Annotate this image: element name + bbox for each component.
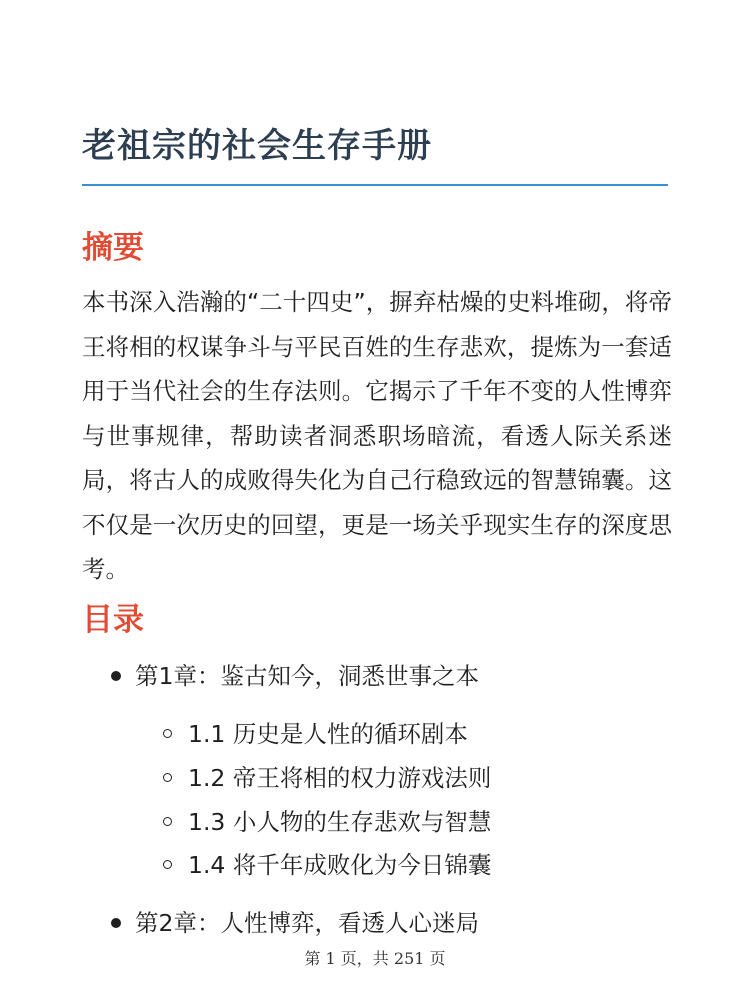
- toc-section-label: 1.1 历史是人性的循环剧本: [188, 720, 468, 748]
- hollow-bullet-icon: [163, 729, 172, 738]
- toc-section-label: 1.4 将千年成败化为今日锦囊: [188, 851, 492, 879]
- title-divider: [82, 184, 668, 186]
- abstract-paragraph: 本书深入浩瀚的“二十四史”，摒弃枯燥的史料堆砌，将帝王将相的权谋争斗与平民百姓的生存悲欢，提炼为一套适用于当代社会的生存法则。它揭示了千年不变的人性博弈与世事规律，帮助读者洞悉职场暗流，看透人际关系迷局，将古人的成败得失化为自己行稳致远的智慧锦囊。这不仅是一次历史的回望，更是一场关乎现实生存的深度思考。: [82, 288, 672, 583]
- toc-section-1-2[interactable]: [0, 758, 750, 798]
- bullet-icon: [111, 671, 121, 681]
- document-title: 老祖宗的社会生存手册: [82, 126, 432, 166]
- toc-chapter-2[interactable]: [0, 903, 750, 943]
- hollow-bullet-icon: [163, 860, 172, 869]
- toc-section-1-3[interactable]: [0, 802, 750, 842]
- hollow-bullet-icon: [163, 817, 172, 826]
- toc-chapter-label: 第2章：人性博弈，看透人心迷局: [135, 909, 479, 937]
- toc-section-1-1[interactable]: [0, 714, 750, 754]
- page-number: 第 1 页，共 251 页: [304, 949, 446, 968]
- toc-section-label: 1.2 帝王将相的权力游戏法则: [188, 764, 492, 792]
- bullet-icon: [111, 918, 121, 928]
- toc-chapter-label: 第1章：鉴古知今，洞悉世事之本: [135, 662, 479, 690]
- abstract-heading: 摘要: [82, 230, 144, 266]
- hollow-bullet-icon: [163, 773, 172, 782]
- toc-section-1-4[interactable]: [0, 845, 750, 885]
- toc-chapter-1[interactable]: [0, 656, 750, 696]
- toc-section-label: 1.3 小人物的生存悲欢与智慧: [188, 808, 492, 836]
- toc-heading: 目录: [82, 602, 144, 638]
